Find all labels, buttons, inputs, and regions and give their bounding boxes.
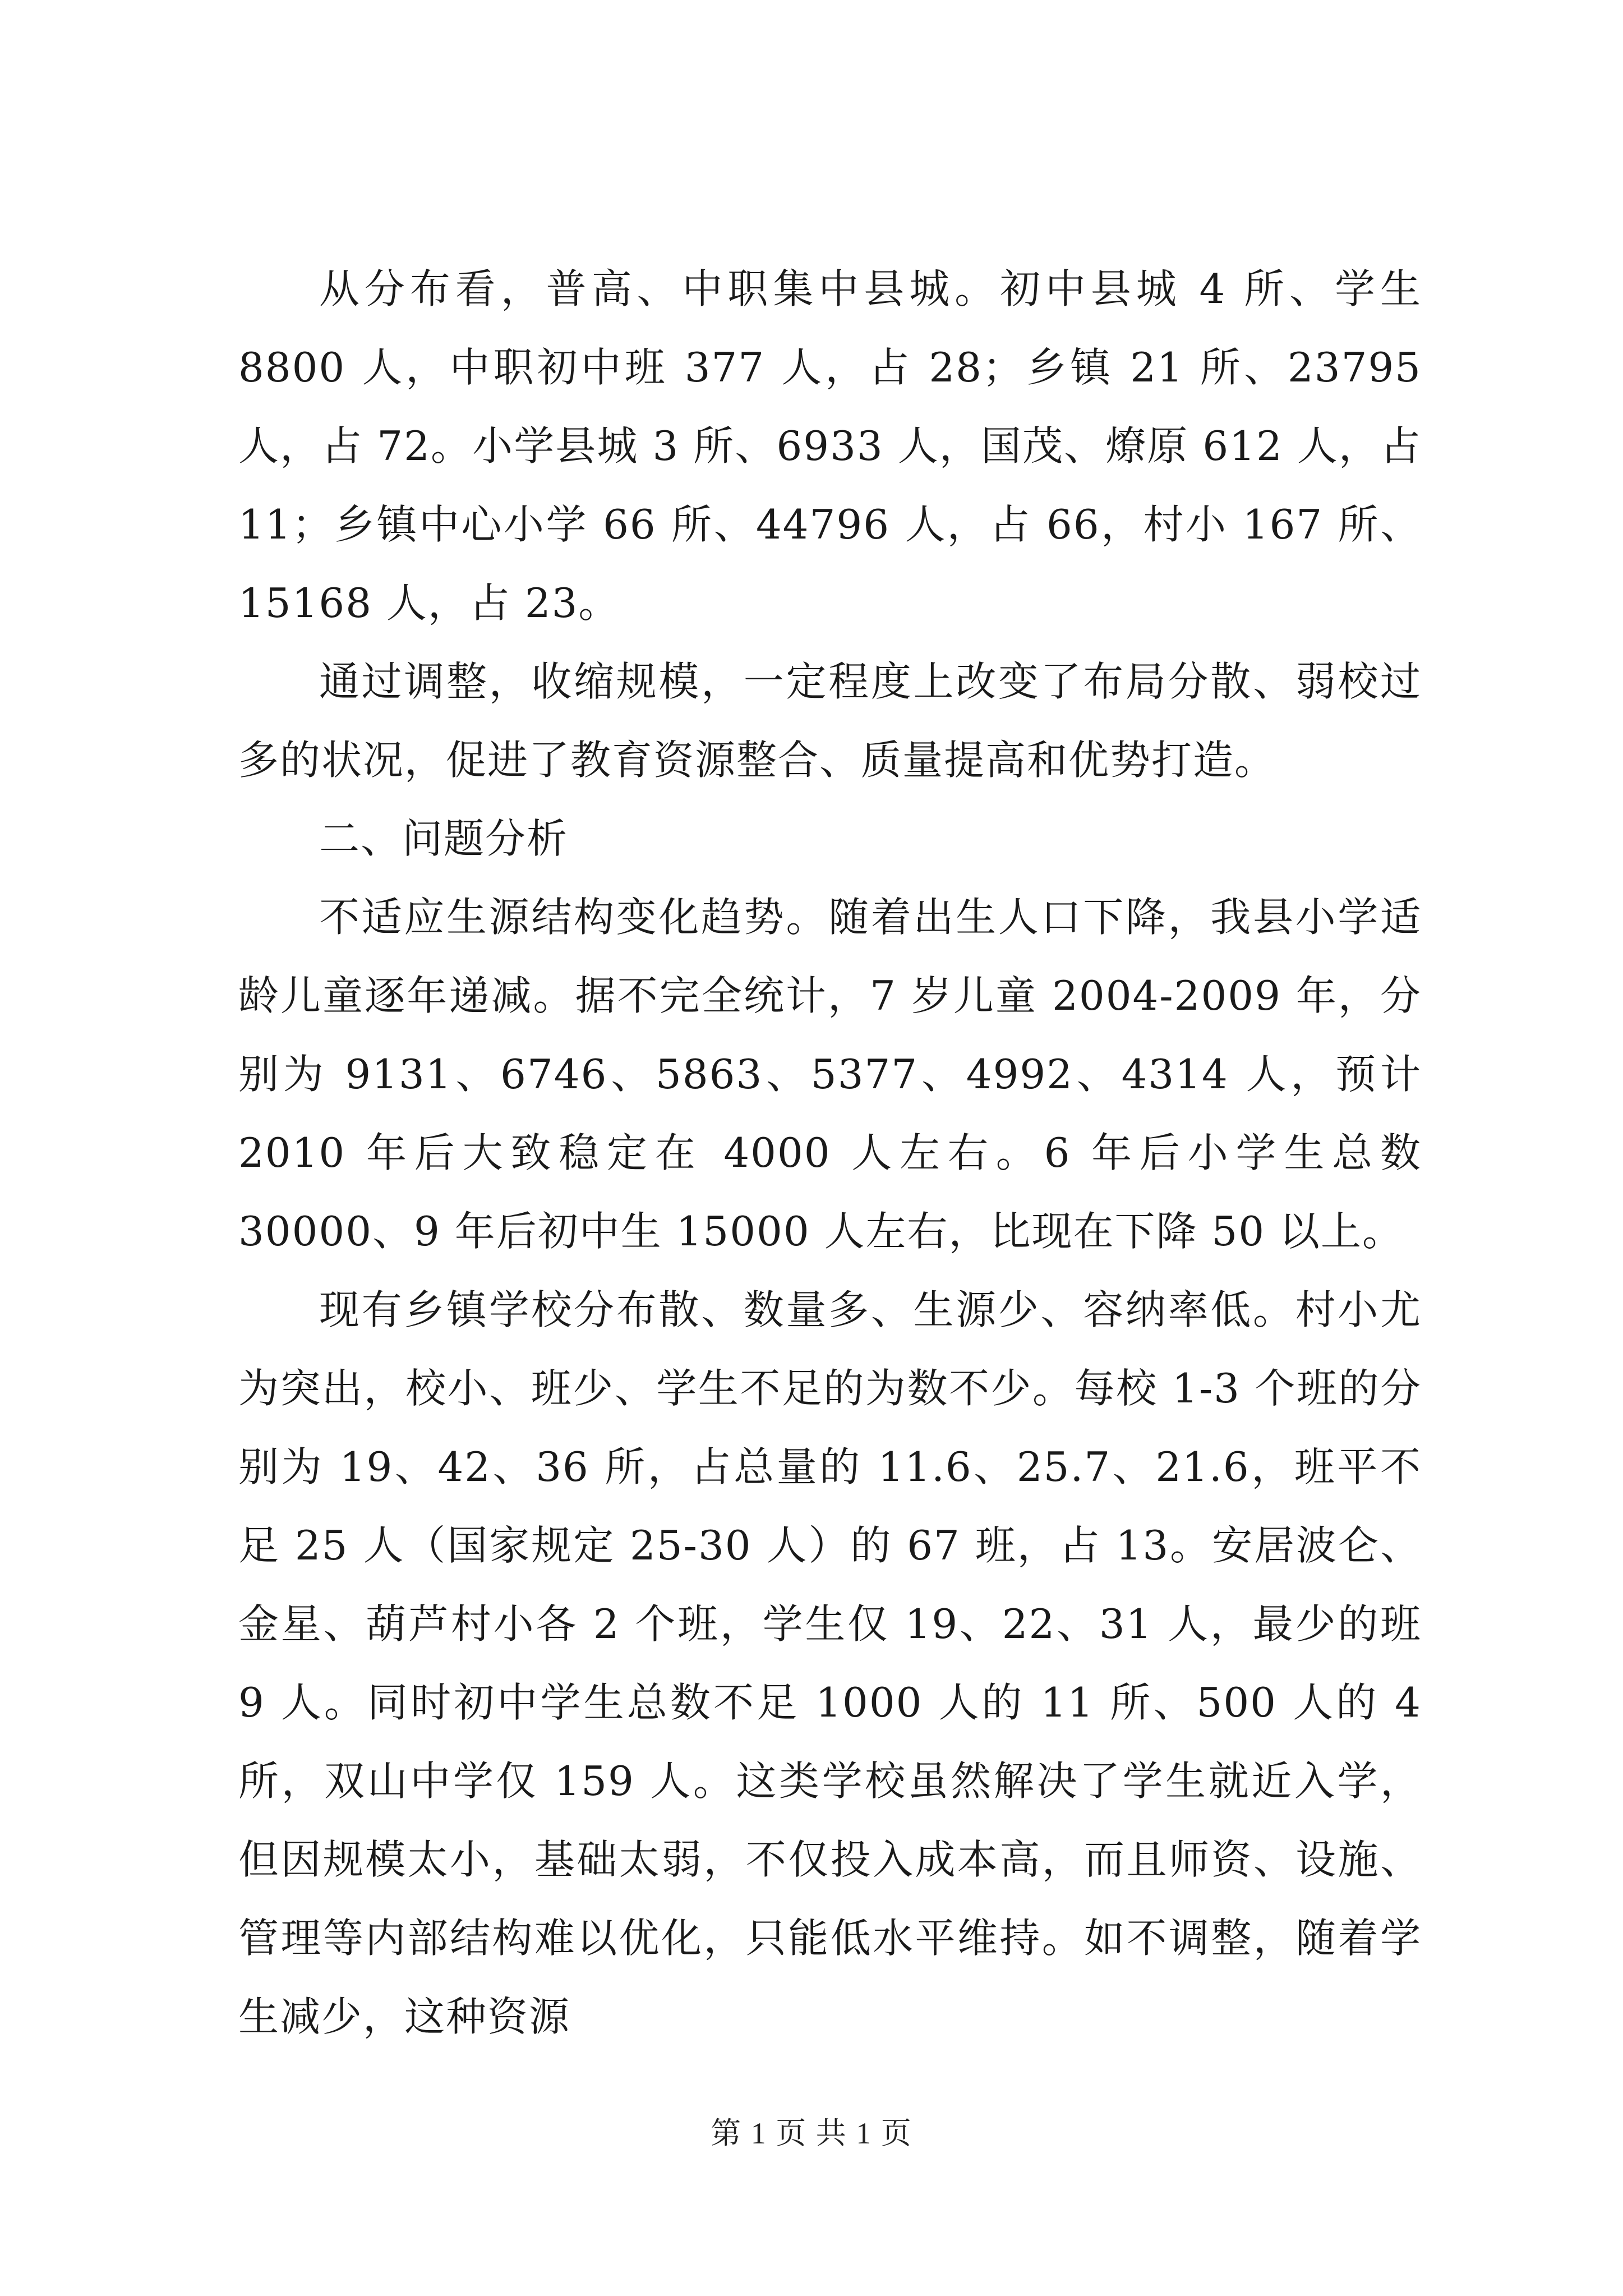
page-footer: 第 1 页 共 1 页 [711, 2116, 912, 2150]
document-body [238, 250, 1422, 2056]
paragraph-distribution: 从分布看，普高、中职集中县城。初中县城 4 所、学生 8800 人，中职初中班 377 人，占 28；乡镇 21 所、23795 人，占 72。小学县城 3 所、6933 人，国茂、燎原 612 人，占 11；乡镇中心小学 66 所、44796 人，占 66，村小 167 所、15168 人，占 23。 [238, 265, 1422, 627]
paragraph-adjustment: 通过调整，收缩规模，一定程度上改变了布局分散、弱校过多的状况，促进了教育资源整合、质量提高和优势打造。 [238, 658, 1422, 784]
paragraph-school-layout: 现有乡镇学校分布散、数量多、生源少、容纳率低。村小尤为突出，校小、班少、学生不足的为数不少。每校 1-3 个班的分别为 19、42、36 所，占总量的 11.6、25.7、21.6，班平不足 25 人（国家规定 25-30 人）的 67 班，占 13。安居波仑、金星、葫芦村小各 2 个班，学生仅 19、22、31 人，最少的班 9 人。同时初中学生总数不足 1000 人的 11 所、500 人的 4 所，双山中学仅 159 人。这类学校虽然解决了学生就近入学，但因规模太小，基础太弱，不仅投入成本高，而且师资、设施、管理等内部结构难以优化，只能低水平维持。如不调整，随着学生减少，这种资源 [238, 1286, 1422, 2040]
paragraph-enrollment-trend: 不适应生源结构变化趋势。随着出生人口下降，我县小学适龄儿童逐年递减。据不完全统计，7 岁儿童 2004-2009 年，分别为 9131、6746、5863、5377、4992、4314 人，预计 2010 年后大致稳定在 4000 人左右。6 年后小学生总数 30000、9 年后初中生 15000 人左右，比现在下降 50 以上。 [238, 894, 1422, 1255]
section-heading: 二、问题分析 [319, 815, 569, 862]
